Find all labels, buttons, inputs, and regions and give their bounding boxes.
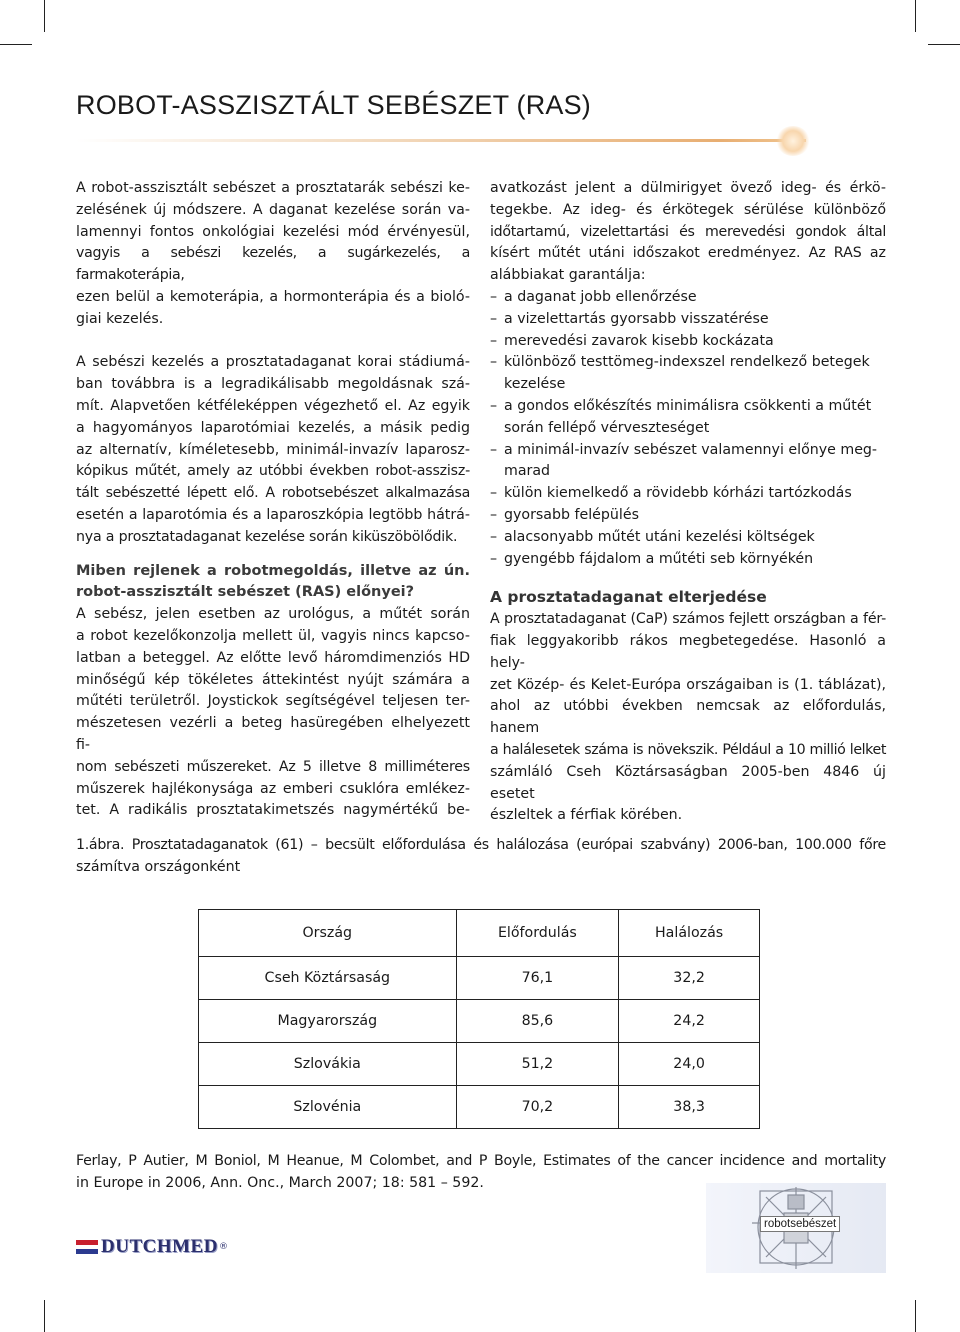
table-cell-country: Szlovénia [199, 1086, 457, 1129]
crop-mark-top-right-vertical [915, 0, 916, 32]
text-line: latban a beteggel. Az előtte levő háromdimenziós HD [76, 649, 470, 666]
text-line: kísért műtét utáni időszakot eredményez. Az RAS az [490, 245, 886, 262]
list-item [490, 309, 886, 331]
title-rule-glow [776, 126, 810, 156]
text-line: tegekbe. Az ideg- és érkötegek sérülése különböző [490, 201, 886, 218]
dash-marker: – [490, 528, 498, 545]
text-line: giai kezelés. [76, 310, 164, 327]
text-line: tet. A radikális prosztatakimetszés nagymértékű be- [76, 802, 470, 819]
advantages-list [490, 287, 886, 570]
text-line: számláló Cseh Köztársaságban 2005-ben 4846 új esetet [490, 763, 886, 802]
dutch-flag-icon [76, 1240, 98, 1254]
list-item-text: kezelése [504, 376, 566, 393]
text-line: A robot-asszisztált sebészet a prosztatarák sebészi ke- [76, 180, 470, 196]
list-item [490, 396, 886, 440]
list-item-text: külön kiemelkedő a rövidebb kórházi tartózkodás [504, 485, 852, 502]
table-row [199, 1043, 760, 1086]
list-item [490, 483, 886, 505]
text-line: időtartamú, vizelettartási és merevedési gondok által [490, 223, 886, 240]
text-line: műtéti területről. Joystickok segítségével teljesen ter- [76, 693, 470, 710]
table-cell-mortality: 24,2 [619, 1000, 760, 1043]
text-line: tált sebészetté lépett elő. A robotsebészet alkalmazása [76, 485, 470, 502]
list-item [490, 287, 886, 309]
text-line: az alternatív, kíméletesebb, minimál-invazív laparosz- [76, 441, 470, 458]
column-header-mortality: Halálozás [619, 910, 760, 957]
list-item-text: a gondos előkészítés minimálisra csökkenti a műtét [504, 397, 872, 414]
list-item-text: során fellépő vérveszteséget [504, 419, 710, 436]
list-item-text: gyengébb fájdalom a műtéti seb környékén [504, 550, 814, 567]
list-item-text: a minimál-invazív sebészet valamennyi előnye meg- [504, 441, 878, 458]
list-item-text: marad [504, 463, 551, 480]
surgery-paragraph [76, 352, 470, 548]
right-column [490, 178, 886, 827]
table-row [199, 957, 760, 1000]
table-row [199, 1086, 760, 1129]
dutchmed-logo [76, 1236, 228, 1258]
section-heading: A prosztatadaganat elterjedése [490, 588, 767, 607]
table-cell-country: Szlovákia [199, 1043, 457, 1086]
text-line: minőségű kép tökéletes áttekintést nyújt számára a [76, 671, 470, 688]
intro-paragraph [76, 178, 470, 331]
text-line: mészetesen vezérli a beteg hasüregében elhelyezett fi- [76, 715, 470, 753]
crop-mark-top-right-horizontal [928, 44, 960, 45]
text-line: nom sebészeti műszereket. Az 5 illetve 8 milliméteres [76, 758, 470, 775]
text-line: mít. Alapvetően kétféleképpen végezhető el. Az egyik [76, 397, 470, 414]
column-header-country: Ország [199, 910, 457, 957]
reference-line: Ferlay, P Autier, M Boniol, M Heanue, M Colombet, and P Boyle, Estimates of the cancer incidence and mortality [76, 1153, 886, 1169]
caption-line: számítva országonként [76, 859, 241, 875]
text-line: ahol az utóbbi években nemcsak az előfordulás, hanem [490, 698, 886, 737]
text-line: zelésének új módszere. A daganat kezelése során va- [76, 201, 470, 218]
table-cell-incidence: 85,6 [456, 1000, 619, 1043]
text-line: vagyis a sebészi kezelés, a sugárkezelés, a farmakoterápia, [76, 245, 470, 284]
table-cell-incidence: 51,2 [456, 1043, 619, 1086]
list-item-text: alacsonyabb műtét utáni kezelési költségek [504, 528, 815, 545]
figure-caption [76, 834, 886, 878]
dash-marker: – [490, 310, 498, 327]
crop-mark-bottom-left-vertical [44, 1300, 45, 1332]
dash-marker: – [490, 288, 498, 305]
page-title: ROBOT-ASSZISZTÁLT SEBÉSZET (RAS) [76, 90, 591, 120]
table-cell-mortality: 32,2 [619, 957, 760, 1000]
text-line: észleltek a férfiak körében. [490, 807, 683, 824]
brand-name: DUTCHMED [101, 1236, 218, 1257]
text-line: A prosztatadaganat (CaP) számos fejlett országban a fér- [490, 611, 886, 628]
list-item [490, 505, 886, 527]
list-item [490, 549, 886, 571]
title-underline [76, 139, 806, 142]
reference-line: in Europe in 2006, Ann. Onc., March 2007; 18: 581 – 592. [76, 1175, 484, 1191]
text-line: műszerek hajlékonysága az emberi csuklóra emlékez- [76, 780, 470, 797]
crop-mark-top-left-horizontal [0, 44, 32, 45]
list-item [490, 331, 886, 353]
table-cell-mortality: 24,0 [619, 1043, 760, 1086]
text-line: avatkozást jelent a dülmirigyet övező ideg- és érkö- [490, 180, 886, 196]
text-line: A sebész, jelen esetben az urológus, a műtét során [76, 606, 470, 623]
text-line: ezen belül a kemoterápia, a hormonterápia és a bioló- [76, 288, 470, 305]
incidence-table [198, 909, 760, 1129]
list-item-text: gyorsabb felépülés [504, 506, 639, 523]
table-cell-incidence: 70,2 [456, 1086, 619, 1129]
dash-marker: – [490, 441, 498, 458]
table-cell-incidence: 76,1 [456, 957, 619, 1000]
paragraph-gap [76, 549, 470, 561]
text-line: alábbiakat garantálja: [490, 267, 646, 284]
list-item-text: a daganat jobb ellenőrzése [504, 288, 697, 305]
table-row [199, 1000, 760, 1043]
caption-line: 1.ábra. Prosztatadaganatok (61) – becsült előfordulása és halálozása (európai szabvány) 2006-ban, 100.000 főre [76, 837, 886, 853]
question-line: Miben rejlenek a robotmegoldás, illetve az ún. [76, 562, 470, 579]
continuation-paragraph [490, 178, 886, 287]
robotsebeszet-label: robotsebészet [760, 1216, 840, 1232]
text-line: a robot kezelőkonzolja mellett ül, vagyis nincs kapcso- [76, 627, 470, 644]
list-item [490, 440, 886, 484]
question-heading [76, 561, 470, 605]
text-line: fiak leggyakoribb rákos megbetegedése. Hasonló a hely- [490, 632, 886, 671]
dash-marker: – [490, 354, 498, 371]
dash-marker: – [490, 397, 498, 414]
list-item-text: merevedési zavarok kisebb kockázata [504, 332, 774, 349]
prevalence-paragraph [490, 609, 886, 827]
crop-mark-top-left-vertical [44, 0, 45, 32]
robot-paragraph [76, 604, 470, 822]
table-cell-country: Cseh Köztársaság [199, 957, 457, 1000]
text-line: a halálesetek száma is növekszik. Például a 10 millió lelket [490, 741, 886, 758]
paragraph-gap [76, 331, 470, 353]
question-line: robot-asszisztált sebészet (RAS) előnyei? [76, 584, 415, 601]
text-line: esetén a laparotómia és a laparoszkópia legtöbb hátrá- [76, 506, 470, 523]
table-header-row [199, 910, 760, 957]
list-item-text: különböző testtömeg-indexszel rendelkező betegek [504, 354, 870, 371]
text-line: nya a prosztatadaganat kezelése során kiküszöbölődik. [76, 528, 458, 545]
text-line: kópikus műtét, amely az utóbbi években robot-asszisz- [76, 463, 470, 480]
dash-marker: – [490, 332, 498, 349]
table-cell-mortality: 38,3 [619, 1086, 760, 1129]
column-header-incidence: Előfordulás [456, 910, 619, 957]
text-line: ban továbbra is a legradikálisabb megoldásnak szá- [76, 376, 470, 393]
text-line: zet Közép- és Kelet-Európa országaiban is (1. táblázat), [490, 676, 886, 693]
dash-marker: – [490, 485, 498, 502]
table-cell-country: Magyarország [199, 1000, 457, 1043]
text-line: lamennyi fontos onkológiai kezelési mód érvényesül, [76, 223, 470, 240]
list-item-text: a vizelettartás gyorsabb visszatérése [504, 310, 769, 327]
registered-mark: ® [218, 1242, 228, 1252]
flag-stripe-blue [76, 1249, 98, 1254]
dash-marker: – [490, 506, 498, 523]
left-column [76, 178, 470, 822]
list-item [490, 352, 886, 396]
dash-marker: – [490, 550, 498, 567]
text-line: A sebészi kezelés a prosztatadaganat korai stádiumá- [76, 354, 470, 371]
list-item [490, 527, 886, 549]
text-line: a hagyományos laparotómiai kezelés, a másik pedig [76, 419, 470, 436]
crop-mark-bottom-right-vertical [915, 1300, 916, 1332]
